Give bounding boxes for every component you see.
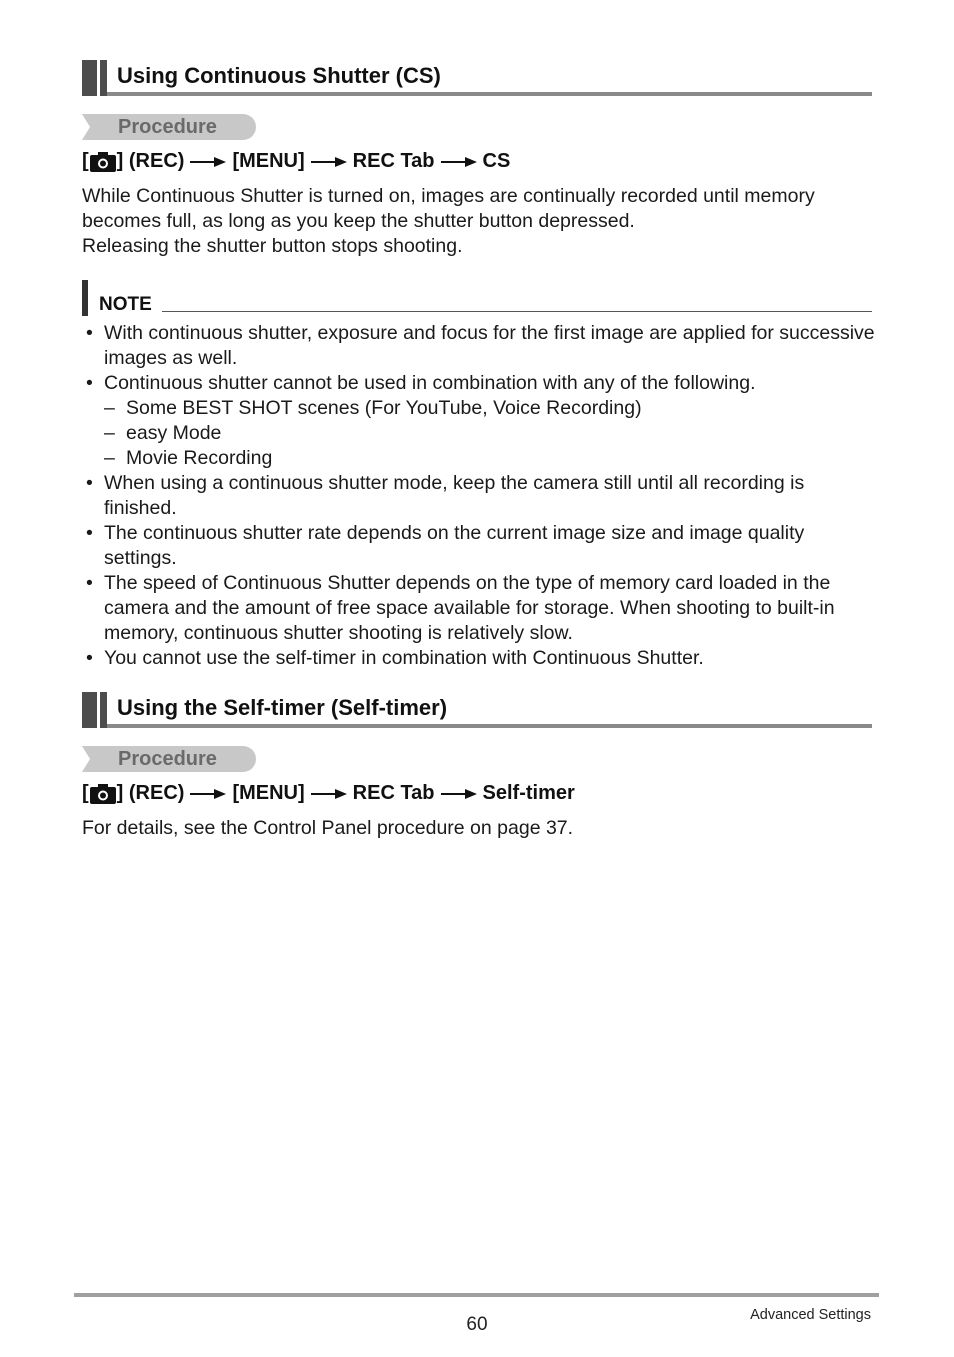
body-paragraph: For details, see the Control Panel procedure on page 37. (82, 817, 574, 839)
path-menu: [MENU] (232, 150, 305, 172)
arrow-right-icon (441, 156, 477, 168)
path-rec: ] (REC) (116, 150, 185, 172)
list-item-text: With continuous shutter, exposure and focus for the first image are applied for successive images as well. (104, 322, 875, 369)
camera-icon (90, 152, 116, 172)
section-title: Using Continuous Shutter (CS) (117, 63, 441, 88)
page-number: 60 (466, 1314, 488, 1335)
list-item-text: The continuous shutter rate depends on the current image size and image quality settings. (104, 522, 805, 569)
note-list (82, 321, 882, 671)
heading-bar (82, 60, 97, 96)
arrow-right-icon (311, 788, 347, 800)
path-bracket: [ (82, 150, 89, 172)
path-target: Self-timer (482, 782, 575, 804)
menu-path (82, 150, 510, 173)
heading-bar (100, 692, 107, 728)
body-paragraph: While Continuous Shutter is turned on, images are continually recorded until memory becomes full, as long as you keep the shutter button depressed. (82, 185, 815, 232)
procedure-label: Procedure (118, 748, 217, 770)
section-body (82, 816, 882, 841)
sub-list-item (82, 421, 882, 446)
list-item-text: The speed of Continuous Shutter depends on the type of memory card loaded in the camera and the amount of free space available for storage. When shooting to built-in memory, continuous shutter shooting is relatively slow. (104, 572, 835, 644)
camera-icon (90, 784, 116, 804)
footer-section-name: Advanced Settings (750, 1307, 871, 1323)
list-item (82, 571, 882, 646)
section-body (82, 184, 882, 259)
path-target: CS (482, 150, 511, 172)
dash-marker: – (104, 447, 115, 469)
bullet-marker: • (86, 372, 93, 394)
path-rec: ] (REC) (116, 782, 185, 804)
arrow-right-icon (190, 788, 226, 800)
path-menu: [MENU] (232, 782, 305, 804)
procedure-badge (82, 114, 256, 140)
path-rec-tab: REC Tab (352, 782, 435, 804)
arrow-right-icon (190, 156, 226, 168)
section-heading-self-timer (82, 692, 872, 728)
bullet-marker: • (86, 647, 93, 669)
arrow-right-icon (311, 156, 347, 168)
footer-rule (74, 1293, 879, 1297)
list-item (82, 521, 882, 571)
list-item (82, 646, 882, 671)
note-label: NOTE (99, 294, 152, 315)
dash-marker: – (104, 422, 115, 444)
bullet-marker: • (86, 472, 93, 494)
bullet-marker: • (86, 322, 93, 344)
list-item (82, 371, 882, 396)
menu-path (82, 782, 575, 805)
bullet-marker: • (86, 572, 93, 594)
body-paragraph: Releasing the shutter button stops shooting. (82, 235, 463, 257)
heading-bar (100, 60, 107, 96)
dash-marker: – (104, 397, 115, 419)
bullet-marker: • (86, 522, 93, 544)
sub-item-text: Some BEST SHOT scenes (For YouTube, Voice Recording) (126, 397, 642, 419)
path-rec-tab: REC Tab (352, 150, 435, 172)
list-item-text: When using a continuous shutter mode, keep the camera still until all recording is finished. (104, 472, 805, 519)
note-bar (82, 280, 88, 316)
list-item-text: You cannot use the self-timer in combination with Continuous Shutter. (104, 647, 704, 669)
list-item (82, 471, 882, 521)
arrow-right-icon (441, 788, 477, 800)
list-item-text: Continuous shutter cannot be used in combination with any of the following. (104, 372, 756, 394)
path-bracket: [ (82, 782, 89, 804)
sub-item-text: easy Mode (126, 422, 222, 444)
sub-list-item (82, 396, 882, 421)
procedure-badge (82, 746, 256, 772)
note-heading (82, 280, 872, 316)
sub-item-text: Movie Recording (126, 447, 273, 469)
procedure-label: Procedure (118, 116, 217, 138)
section-heading-continuous-shutter (82, 60, 872, 96)
heading-underline (107, 724, 872, 728)
heading-bar (82, 692, 97, 728)
heading-underline (107, 92, 872, 96)
list-item (82, 321, 882, 371)
note-rule (162, 311, 872, 312)
section-title: Using the Self-timer (Self-timer) (117, 695, 448, 720)
sub-list-item (82, 446, 882, 471)
